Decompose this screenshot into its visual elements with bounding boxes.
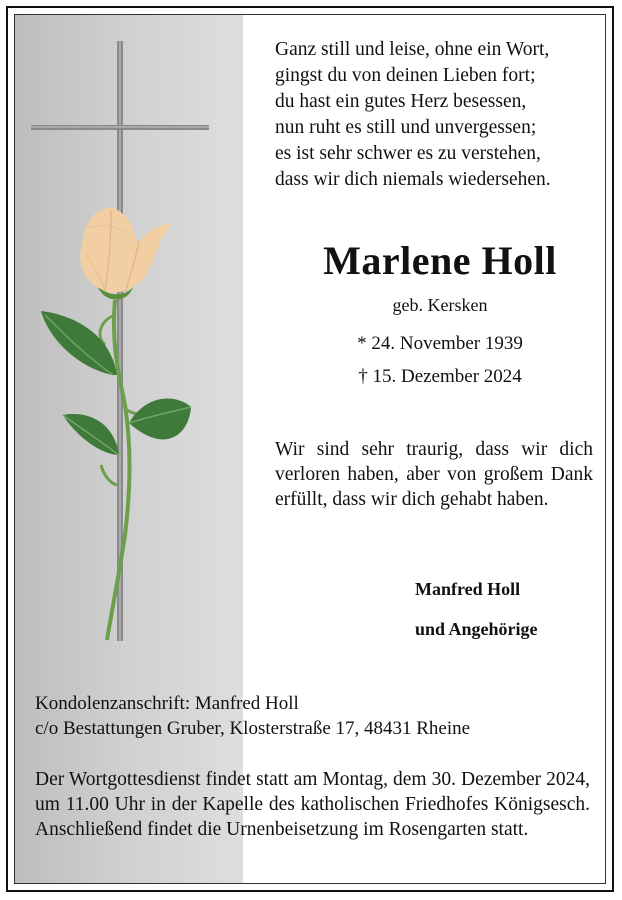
cross-rose-illustration bbox=[15, 15, 245, 675]
memorial-poem: Ganz still und leise, ohne ein Wort, gingst du von deinen Lieben fort; du hast ein gutes Herz besessen, nun ruht es still und unvergessen; es ist sehr schwer es zu verstehen, dass wir dich niemals wiedersehen. bbox=[275, 39, 551, 190]
birth-date: * 24. November 1939 bbox=[357, 333, 523, 354]
condolence-line-2: c/o Bestattungen Gruber, Klosterstraße 17, 48431 Rheine bbox=[35, 718, 471, 739]
rose-icon bbox=[41, 207, 191, 640]
condolence-line-1: Kondolenzanschrift: Manfred Holl bbox=[35, 693, 299, 714]
death-date: † 15. Dezember 2024 bbox=[358, 366, 522, 387]
farewell-message: Wir sind sehr traurig, dass wir dich verloren haben, aber von großem Dank erfüllt, dass wir dich gehabt haben. bbox=[275, 439, 593, 510]
obituary-card bbox=[14, 14, 606, 884]
signer-family: und Angehörige bbox=[415, 619, 538, 639]
signer-name: Manfred Holl bbox=[415, 579, 521, 599]
service-details: Der Wortgottesdienst findet statt am Montag, dem 30. Dezember 2024, um 11.00 Uhr in der Kapelle des katholischen Friedhofes Königsesch. Anschließend findet die Urnenbeisetzung im Rosengarten statt. bbox=[35, 769, 590, 840]
deceased-name: Marlene Holl bbox=[323, 238, 557, 283]
maiden-name: geb. Kersken bbox=[392, 295, 488, 315]
condolence-address bbox=[35, 691, 595, 741]
